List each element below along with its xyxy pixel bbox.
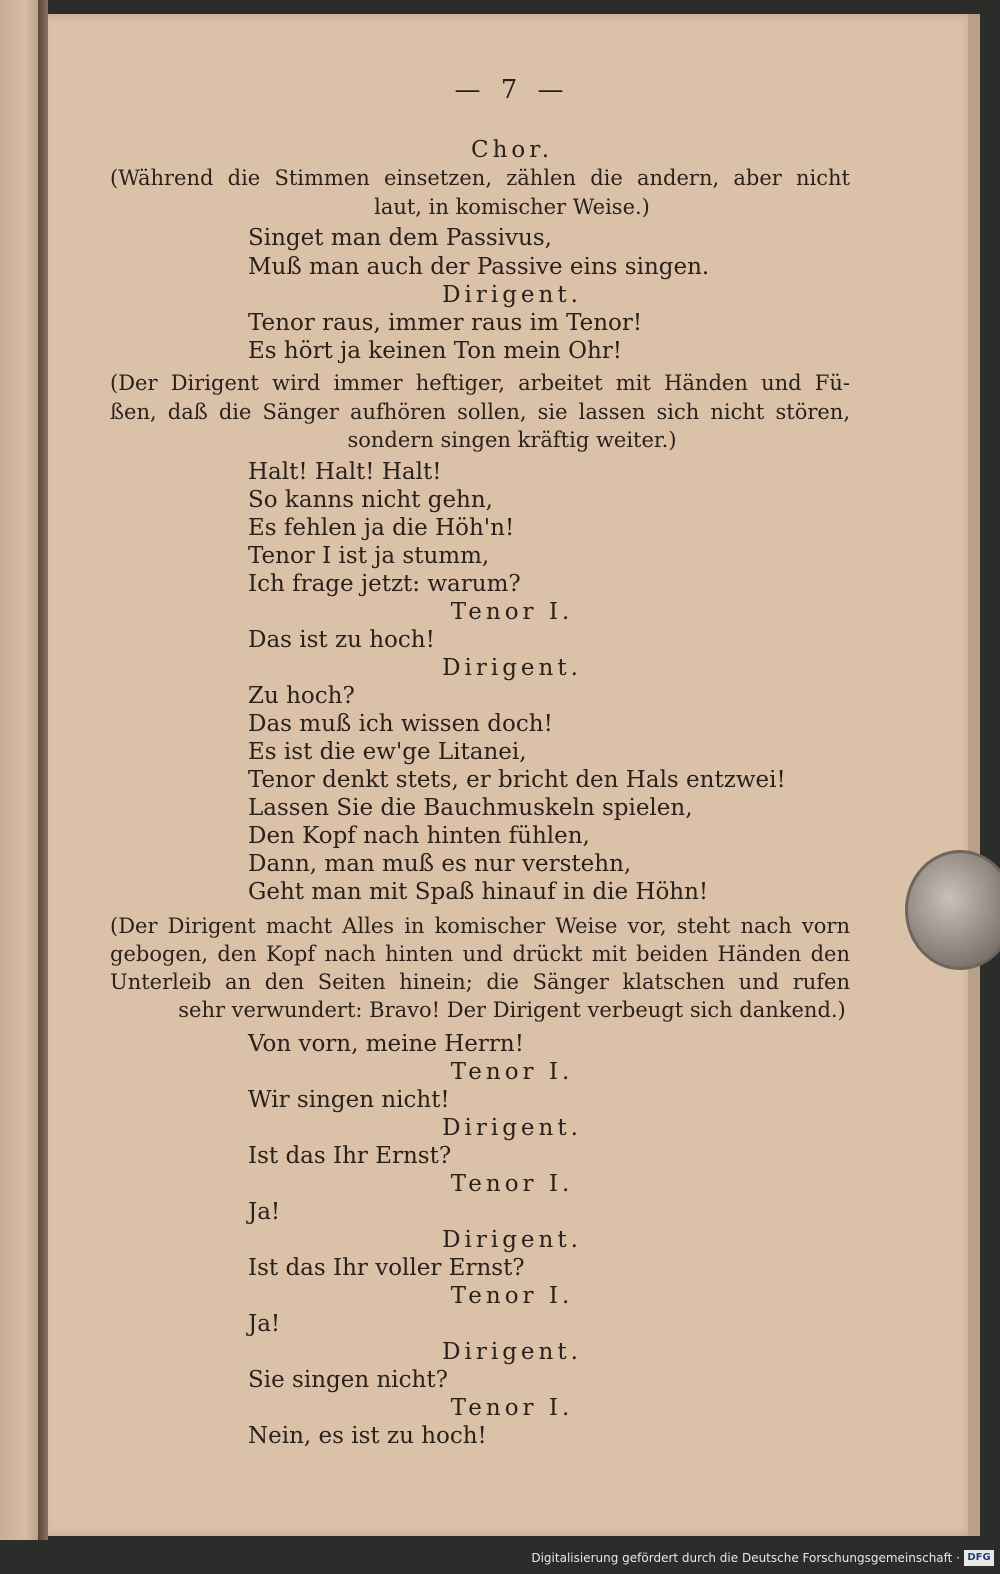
verse-line: Tenor raus, immer raus im Tenor!	[248, 310, 643, 336]
stage-direction: laut, in komischer Weise.)	[374, 195, 650, 219]
verse-line: Es ist die ew'ge Litanei,	[248, 739, 527, 765]
book-spine	[38, 0, 48, 1540]
verse-line: Den Kopf nach hinten fühlen,	[248, 823, 590, 849]
speaker-heading: Tenor I.	[450, 1283, 574, 1309]
stage-direction: sondern singen kräftig weiter.)	[347, 428, 677, 452]
verse-line: Wir singen nicht!	[248, 1087, 450, 1113]
speaker-heading: Dirigent.	[442, 1339, 582, 1365]
stage-direction: Unterleib an den Seiten hinein; die Sänger klatschen und rufen	[110, 970, 850, 994]
verse-line: Tenor denkt stets, er bricht den Hals entzwei!	[248, 767, 786, 793]
verse-line: Tenor I ist ja stumm,	[248, 543, 490, 569]
stage-direction: (Während die Stimmen einsetzen, zählen die andern, aber nicht	[110, 166, 850, 190]
speaker-heading: Tenor I.	[450, 1059, 574, 1085]
verse-line: Ist das Ihr voller Ernst?	[248, 1255, 525, 1281]
verse-line: Ja!	[248, 1311, 281, 1337]
verse-line: Es fehlen ja die Höh'n!	[248, 515, 515, 541]
verse-line: Nein, es ist zu hoch!	[248, 1423, 487, 1449]
stage-direction: sehr verwundert: Bravo! Der Dirigent verbeugt sich dankend.)	[178, 998, 846, 1022]
stage-direction: ßen, daß die Sänger aufhören sollen, sie lassen sich nicht stören,	[110, 400, 850, 424]
verse-line: Es hört ja keinen Ton mein Ohr!	[248, 338, 623, 364]
verse-line: Das ist zu hoch!	[248, 627, 435, 653]
speaker-heading: Dirigent.	[442, 655, 582, 681]
speaker-heading: Tenor I.	[450, 1171, 574, 1197]
dfg-logo: DFG	[964, 1550, 994, 1566]
verse-line: Ich frage jetzt: warum?	[248, 571, 521, 597]
speaker-heading: Tenor I.	[450, 599, 574, 625]
verse-line: So kanns nicht gehn,	[248, 487, 493, 513]
stage-direction: gebogen, den Kopf nach hinten und drückt mit beiden Händen den	[110, 942, 850, 966]
stage-direction: (Der Dirigent macht Alles in komischer Weise vor, steht nach vorn	[110, 914, 850, 938]
verse-line: Singet man dem Passivus,	[248, 225, 552, 251]
verse-line: Sie singen nicht?	[248, 1367, 448, 1393]
verse-line: Lassen Sie die Bauchmuskeln spielen,	[248, 795, 693, 821]
verse-line: Zu hoch?	[248, 683, 355, 709]
verse-line: Von vorn, meine Herrn!	[248, 1031, 524, 1057]
verse-line: Ja!	[248, 1199, 281, 1225]
page-number: — 7 —	[454, 75, 570, 105]
stage-direction: (Der Dirigent wird immer heftiger, arbeitet mit Händen und Fü-	[110, 371, 850, 395]
speaker-heading: Dirigent.	[442, 1227, 582, 1253]
verse-line: Ist das Ihr Ernst?	[248, 1143, 452, 1169]
speaker-heading: Dirigent.	[442, 1115, 582, 1141]
speaker-heading: Dirigent.	[442, 282, 582, 308]
verse-line: Halt! Halt! Halt!	[248, 459, 442, 485]
speaker-heading: Chor.	[470, 137, 554, 163]
verse-line: Das muß ich wissen doch!	[248, 711, 553, 737]
verse-line: Muß man auch der Passive eins singen.	[248, 254, 710, 280]
page-text	[48, 0, 976, 1540]
facing-page-edge	[0, 0, 42, 1540]
verse-line: Geht man mit Spaß hinauf in die Höhn!	[248, 879, 709, 905]
speaker-heading: Tenor I.	[450, 1395, 574, 1421]
verse-line: Dann, man muß es nur verstehn,	[248, 851, 632, 877]
digitization-credit: Digitalisierung gefördert durch die Deutsche Forschungsgemeinschaft ·	[531, 1551, 960, 1565]
